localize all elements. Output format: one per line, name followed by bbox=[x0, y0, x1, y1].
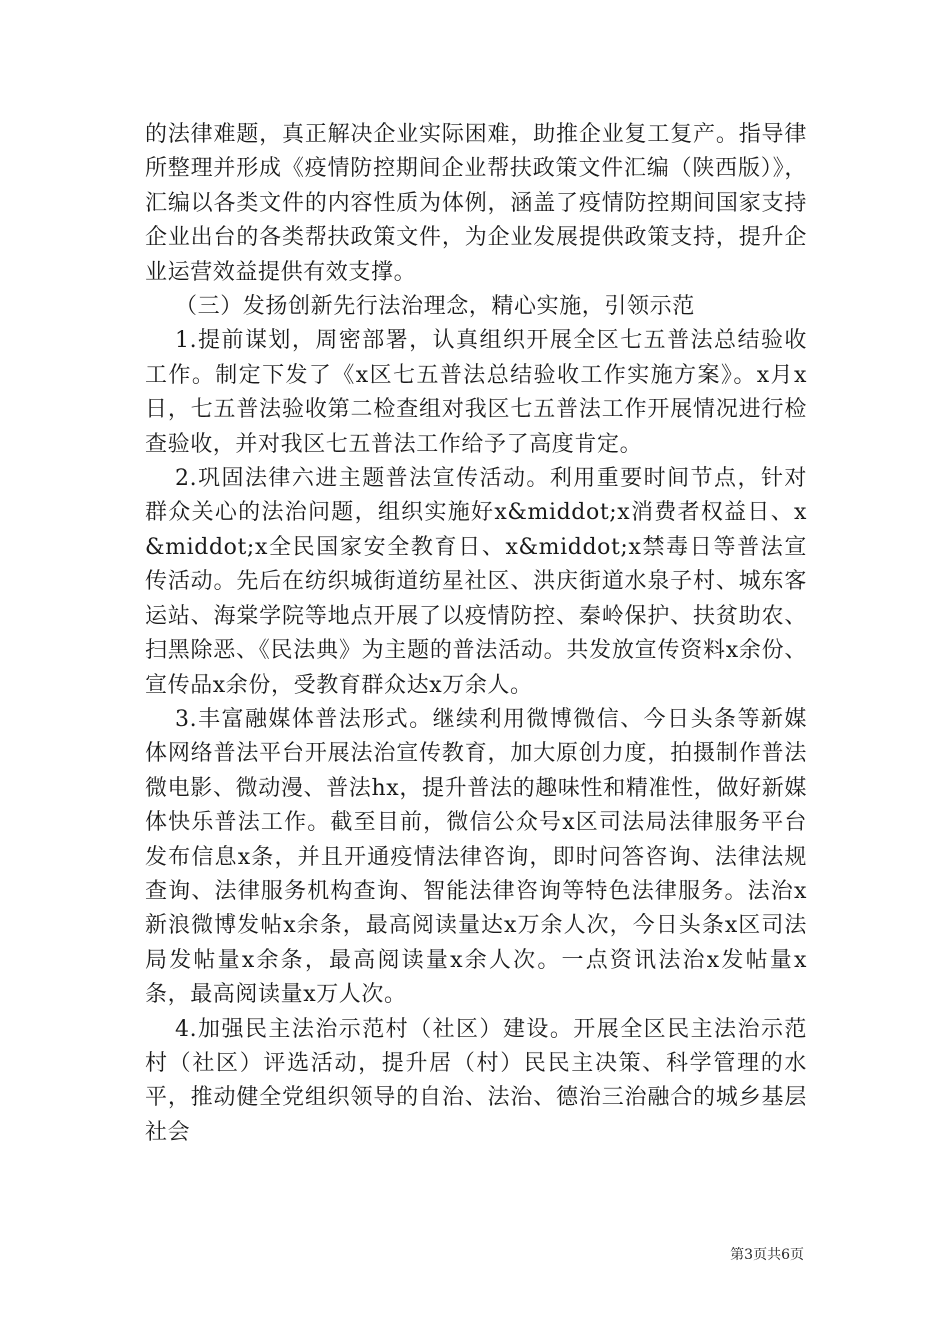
paragraph-continuation: 的法律难题，真正解决企业实际困难，助推企业复工复产。指导律所整理并形成《疫情防控期间企业帮扶政策文件汇编（陕西版）》，汇编以各类文件的内容性质为体例，涵盖了疫情防控期间国家支持企业出台的各类帮扶政策文件，为企业发展提供政策支持，提升企业运营效益提供有效支撑。 bbox=[145, 122, 807, 285]
section-heading: （三）发扬创新先行法治理念，精心实施，引领示范 bbox=[175, 294, 695, 320]
paragraph-item-1: 1.提前谋划，周密部署，认真组织开展全区七五普法总结验收工作。制定下发了《x区七五普法总结验收工作实施方案》。x月x日，七五普法验收第二检查组对我区七五普法工作开展情况进行检查验收，并对我区七五普法工作给予了高度肯定。 bbox=[145, 328, 807, 457]
document-body bbox=[145, 118, 807, 1150]
page-number: 第3页共6页 bbox=[730, 1247, 804, 1263]
paragraph-item-3: 3.丰富融媒体普法形式。继续利用微博微信、今日头条等新媒体网络普法平台开展法治宣传教育，加大原创力度，拍摄制作普法微电影、微动漫、普法hx，提升普法的趣味性和精准性，做好新媒体快乐普法工作。截至目前，微信公众号x区司法局法律服务平台发布信息x条，并且开通疫情法律咨询，即时问答咨询、法律法规查询、法律服务机构查询、智能法律咨询等特色法律服务。法治x新浪微博发帖x余条，最高阅读量达x万余人次，今日头条x区司法局发帖量x余条，最高阅读量x余人次。一点资讯法治x发帖量x条，最高阅读量x万人次。 bbox=[145, 706, 807, 1008]
paragraph-item-4: 4.加强民主法治示范村（社区）建设。开展全区民主法治示范村（社区）评选活动，提升居（村）民民主决策、科学管理的水平，推动健全党组织领导的自治、法治、德治三治融合的城乡基层社会 bbox=[145, 1016, 807, 1145]
paragraph-item-2: 2.巩固法律六进主题普法宣传活动。利用重要时间节点，针对群众关心的法治问题，组织实施好x&middot;x消费者权益日、x&middot;x全民国家安全教育日、x&middot;x禁毒日等普法宣传活动。先后在纺织城街道纺星社区、洪庆街道水泉子村、城东客运站、海棠学院等地点开展了以疫情防控、秦岭保护、扶贫助农、扫黑除恶、《民法典》为主题的普法活动。共发放宣传资料x余份、宣传品x余份，受教育群众达x万余人。 bbox=[145, 466, 807, 698]
